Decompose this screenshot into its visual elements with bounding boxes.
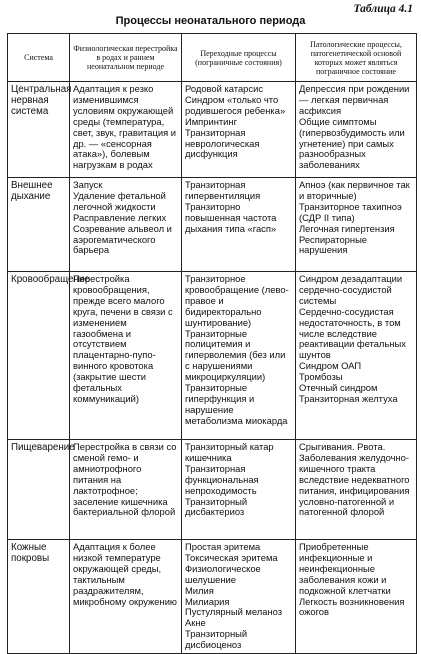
- list-item: Милиария: [185, 595, 230, 607]
- list-item: Транзиторное тахипноэ (СДР II типа): [299, 200, 402, 223]
- list-item: Физиологическое шелушение: [185, 562, 261, 585]
- transitional-cell: [182, 540, 296, 654]
- system-cell: Кровообращение: [8, 272, 70, 440]
- list-item: Тромбозы: [299, 371, 343, 383]
- list-item: Синдром ОАП: [299, 360, 362, 372]
- header-physiological: Физиологическая перестройка в родах и раннем неонатальном периоде: [70, 34, 182, 82]
- system-cell: Пищеварение: [8, 440, 70, 540]
- pathological-cell: [296, 272, 417, 440]
- header-row: [8, 34, 417, 82]
- neonatal-processes-table: [7, 33, 417, 654]
- list-item: Синдром «только что родившегося ребенка»: [185, 93, 286, 116]
- list-item: Респираторные нарушения: [299, 233, 368, 256]
- list-item: Удаление фетальной легочной жидкости: [73, 189, 166, 212]
- table-title: Процессы неонатального периода: [115, 15, 306, 27]
- table-row-circulation: [8, 272, 417, 440]
- list-item: Отечный синдром: [299, 382, 378, 394]
- list-item: Транзиторный катар кишечника: [185, 441, 274, 463]
- pathological-cell: [296, 178, 417, 272]
- list-item: Импринтинг: [185, 115, 238, 127]
- list-item: Запуск: [73, 179, 103, 190]
- list-item: Пустулярный меланоз: [185, 606, 283, 618]
- list-item: Транзиторные полицитемия и гиперволемия (без или с нарушениями микроциркуляции): [185, 327, 286, 383]
- table-row-cns: [8, 82, 417, 178]
- header-system: Система: [8, 34, 70, 82]
- list-item: Транзиторная неврологическая дисфункция: [185, 126, 260, 160]
- physio-cell: Адаптация к более низкой температуре окружающей среды, тактильным раздражителям, микробному окружению: [70, 540, 182, 654]
- transitional-cell: [182, 82, 296, 178]
- system-cell: Центральная нервная система: [8, 82, 70, 178]
- list-item: Акне: [185, 617, 206, 629]
- pathological-cell: [296, 82, 417, 178]
- list-item: Транзиторно повышенная частота дыхания типа «гасп»: [185, 200, 277, 234]
- physio-cell: [70, 178, 182, 272]
- list-item: Родовой катарсис: [185, 83, 264, 94]
- list-item: Синдром дезадаптации сердечно-сосудистой системы: [299, 273, 403, 306]
- list-item: Токсическая эритема: [185, 551, 278, 563]
- table-number-label: Таблица 4.1: [353, 3, 413, 15]
- list-item: Транзиторная гипервентиляция: [185, 179, 261, 201]
- system-cell: Внешнее дыхание: [8, 178, 70, 272]
- list-item: Легочная гипертензия: [299, 222, 395, 234]
- transitional-cell: [182, 178, 296, 272]
- table-row-digestion: [8, 440, 417, 540]
- pathological-cell: [296, 540, 417, 654]
- list-item: Милия: [185, 584, 214, 596]
- physio-cell: Перестройка в связи со сменой гемо- и амниотрофного питания на лактотрофное; заселение кишечника бактериальной флорой: [70, 440, 182, 540]
- table-row-breathing: [8, 178, 417, 272]
- list-item: Расправление легких: [73, 211, 167, 223]
- table-row-skin: [8, 540, 417, 654]
- physio-cell: Адаптация к резко изменившимся условиям окружающей среды (температура, свет, звук, гравитация и др. — «сенсорная атака»), болевым нагрузкам в родах: [70, 82, 182, 178]
- list-item: Транзиторная функциональная непроходимость: [185, 462, 259, 496]
- header-transitional: Переходные процессы (пограничные состояния): [182, 34, 296, 82]
- list-item: Сердечно-сосудистая недостаточность, в том числе вследствие реактивации фетальных шунтов: [299, 305, 406, 361]
- transitional-cell: [182, 440, 296, 540]
- list-item: Созревание альвеол и аэрогематического барьера: [73, 222, 172, 256]
- list-item: Общие симптомы (гипервозбудимость или угнетение) при самых разнообразных заболеваниях: [299, 115, 405, 171]
- header-pathological: Патологические процессы, патогенетической основой которых может являться пограничное состояние: [296, 34, 417, 82]
- pathological-cell: Срыгивания. Рвота. Заболевания желудочно-кишечного тракта вследствие недекватного питания, инфицирования условно-патогенной и патогенной флорой: [296, 440, 417, 540]
- list-item: Транзиторный дисбиоценоз: [185, 628, 248, 651]
- list-item: Легкость возникновения ожогов: [299, 595, 405, 618]
- list-item: Апноэ (как первичное так и вторичные): [299, 179, 410, 201]
- physio-cell: Перестройка кровообращения, прежде всего малого круга, печени в связи с изменением газообмена и отсутствием плацентарно-пуповинного кровотока (закрытие шести фетальных коммуникаций): [70, 272, 182, 440]
- transitional-cell: [182, 272, 296, 440]
- list-item: Депрессия при рождении — легкая первичная асфиксия: [299, 83, 410, 116]
- list-item: Простая эритема: [185, 541, 261, 552]
- system-cell: Кожные покровы: [8, 540, 70, 654]
- list-item: Транзиторная желтуха: [299, 392, 398, 404]
- list-item: Транзиторные гиперфункция и нарушение метаболизма миокарда: [185, 382, 288, 426]
- list-item: Транзиторное кровообращение (лево-правое и бидиректорально шунтирование): [185, 273, 289, 328]
- list-item: Транзиторный дисбактериоз: [185, 495, 248, 518]
- list-item: Приобретенные инфекционные и неинфекционные заболевания кожи и подкожной клетчатки: [299, 541, 391, 596]
